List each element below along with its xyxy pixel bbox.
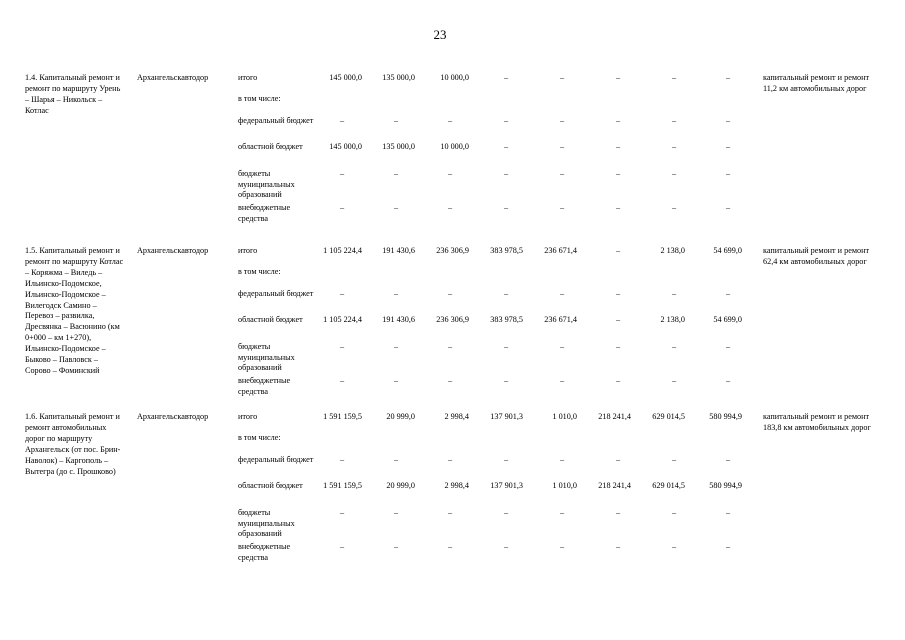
funding-value: –: [559, 116, 565, 125]
funding-value: –: [671, 142, 677, 151]
funding-value: 2 138,0: [660, 315, 685, 324]
item-executor: Архангельскавтодор: [137, 73, 209, 82]
funding-value: 580 994,9: [709, 481, 742, 490]
funding-value: –: [503, 542, 509, 551]
funding-value: 137 901,3: [490, 412, 523, 421]
funding-value: 1 010,0: [552, 412, 577, 421]
funding-value: 629 014,5: [652, 481, 685, 490]
funding-value: –: [447, 455, 453, 464]
funding-value: –: [559, 542, 565, 551]
funding-value: 145 000,0: [329, 142, 362, 151]
item-name: 1.4. Капитальный ремонт и ремонт по маршруту Урень – Шарья – Никольск – Котлас: [25, 73, 121, 115]
funding-value: –: [339, 376, 345, 385]
funding-value: –: [615, 169, 621, 178]
item-result: капитальный ремонт и ремонт 11,2 км автомобильных дорог: [763, 73, 870, 93]
funding-value: –: [615, 542, 621, 551]
funding-row: [0, 203, 905, 233]
funding-value: 236 306,9: [436, 315, 469, 324]
funding-value: –: [447, 169, 453, 178]
funding-value: 191 430,6: [382, 246, 415, 255]
funding-source-label: в том числе:: [238, 433, 281, 442]
funding-value: 236 306,9: [436, 246, 469, 255]
funding-value: –: [671, 169, 677, 178]
funding-value: 236 671,4: [544, 315, 577, 324]
funding-value: –: [447, 116, 453, 125]
funding-value: 191 430,6: [382, 315, 415, 324]
funding-value: –: [559, 342, 565, 351]
item-result: капитальный ремонт и ремонт 62,4 км автомобильных дорог: [763, 246, 870, 266]
funding-value: 1 105 224,4: [323, 246, 362, 255]
funding-value: 236 671,4: [544, 246, 577, 255]
funding-value: 580 994,9: [709, 412, 742, 421]
funding-value: –: [447, 508, 453, 517]
funding-value: –: [339, 508, 345, 517]
funding-value: –: [615, 342, 621, 351]
funding-value: –: [671, 542, 677, 551]
funding-value: –: [447, 203, 453, 212]
funding-value: –: [725, 542, 731, 551]
funding-value: –: [503, 203, 509, 212]
funding-value: –: [503, 169, 509, 178]
funding-value: 629 014,5: [652, 412, 685, 421]
funding-source-label: итого: [238, 246, 258, 255]
funding-value: 137 901,3: [490, 481, 523, 490]
funding-value: 2 998,4: [444, 481, 469, 490]
funding-source-label: федеральный бюджет: [238, 289, 314, 298]
funding-value: –: [671, 342, 677, 351]
funding-value: –: [559, 508, 565, 517]
funding-value: –: [503, 73, 509, 82]
funding-value: –: [503, 142, 509, 151]
funding-value: 1 010,0: [552, 481, 577, 490]
funding-value: –: [615, 116, 621, 125]
funding-value: –: [393, 342, 399, 351]
funding-value: 1 105 224,4: [323, 315, 362, 324]
funding-value: –: [671, 116, 677, 125]
funding-value: –: [725, 73, 731, 82]
funding-value: –: [725, 289, 731, 298]
funding-row: [0, 142, 905, 172]
funding-value: 20 999,0: [386, 481, 415, 490]
funding-value: –: [725, 116, 731, 125]
funding-source-label: в том числе:: [238, 267, 281, 276]
funding-source-label: в том числе:: [238, 94, 281, 103]
funding-value: –: [393, 289, 399, 298]
funding-value: –: [559, 169, 565, 178]
funding-value: –: [615, 376, 621, 385]
funding-source-label: областной бюджет: [238, 315, 303, 324]
funding-value: –: [339, 342, 345, 351]
funding-row: [0, 315, 905, 345]
funding-value: –: [615, 142, 621, 151]
funding-value: –: [671, 73, 677, 82]
funding-value: –: [671, 289, 677, 298]
funding-value: –: [339, 542, 345, 551]
funding-value: –: [725, 142, 731, 151]
funding-row: [0, 508, 905, 538]
funding-value: –: [725, 376, 731, 385]
funding-value: 135 000,0: [382, 142, 415, 151]
funding-value: 10 000,0: [440, 142, 469, 151]
funding-value: –: [393, 169, 399, 178]
item-executor: Архангельскавтодор: [137, 412, 209, 421]
funding-value: –: [559, 289, 565, 298]
funding-value: –: [671, 376, 677, 385]
funding-row: [0, 342, 905, 372]
funding-value: –: [615, 315, 621, 324]
funding-value: –: [503, 455, 509, 464]
funding-source-label: внебюджетные средства: [238, 203, 291, 223]
funding-value: 383 978,5: [490, 246, 523, 255]
funding-value: –: [393, 508, 399, 517]
funding-source-label: федеральный бюджет: [238, 455, 314, 464]
funding-value: 135 000,0: [382, 73, 415, 82]
funding-source-label: итого: [238, 412, 258, 421]
funding-value: –: [671, 455, 677, 464]
funding-value: 2 998,4: [444, 412, 469, 421]
funding-row: [0, 169, 905, 199]
funding-source-label: федеральный бюджет: [238, 116, 314, 125]
funding-value: –: [503, 289, 509, 298]
funding-value: –: [671, 508, 677, 517]
funding-source-label: итого: [238, 73, 258, 82]
funding-value: –: [503, 376, 509, 385]
funding-value: –: [615, 455, 621, 464]
funding-value: 1 591 159,5: [323, 481, 362, 490]
funding-value: –: [725, 169, 731, 178]
funding-source-label: областной бюджет: [238, 481, 303, 490]
funding-row: [0, 481, 905, 511]
funding-value: –: [725, 455, 731, 464]
funding-value: –: [393, 376, 399, 385]
funding-value: –: [725, 203, 731, 212]
funding-value: –: [393, 116, 399, 125]
funding-value: –: [559, 376, 565, 385]
funding-value: –: [615, 203, 621, 212]
item-name: 1.5. Капитальный ремонт и ремонт по маршруту Котлас – Коряжма – Виледь – Ильинско-Подомское, Ильинско-Подомское – Вилегодск Самино – Перевоз – развилка, Дресвянка – Васюнино (км 0+000 – км 1+270), Ильинско-Подомское – Быково – Павловск – Сорово – Фоминский: [25, 246, 124, 375]
funding-value: 218 241,4: [598, 481, 631, 490]
funding-value: –: [559, 203, 565, 212]
funding-value: –: [393, 203, 399, 212]
funding-value: –: [447, 289, 453, 298]
funding-value: –: [339, 203, 345, 212]
funding-row: [0, 376, 905, 406]
funding-value: –: [447, 542, 453, 551]
funding-value: –: [339, 169, 345, 178]
funding-value: –: [339, 116, 345, 125]
funding-value: –: [671, 203, 677, 212]
item-name: 1.6. Капитальный ремонт и ремонт автомобильных дорог по маршруту Архангельск (от пос. Брин-Наволок) – Каргополь – Вытегра (до с. Прошково): [25, 412, 121, 476]
funding-source-label: бюджеты муниципальных образований: [238, 508, 295, 538]
funding-value: 1 591 159,5: [323, 412, 362, 421]
funding-source-label: внебюджетные средства: [238, 376, 291, 396]
funding-row: [0, 542, 905, 572]
funding-value: –: [503, 342, 509, 351]
funding-value: –: [447, 342, 453, 351]
funding-value: 2 138,0: [660, 246, 685, 255]
funding-source-label: бюджеты муниципальных образований: [238, 342, 295, 372]
funding-value: –: [559, 455, 565, 464]
funding-value: 10 000,0: [440, 73, 469, 82]
funding-value: –: [725, 508, 731, 517]
funding-value: 218 241,4: [598, 412, 631, 421]
funding-value: –: [559, 73, 565, 82]
item-result: капитальный ремонт и ремонт 183,8 км автомобильных дорог: [763, 412, 871, 432]
page-number: 23: [433, 27, 447, 42]
funding-value: –: [615, 289, 621, 298]
funding-value: –: [393, 455, 399, 464]
funding-value: –: [725, 342, 731, 351]
funding-value: 54 699,0: [713, 315, 742, 324]
item-executor: Архангельскавтодор: [137, 246, 209, 255]
funding-value: –: [503, 116, 509, 125]
funding-value: 54 699,0: [713, 246, 742, 255]
funding-source-label: бюджеты муниципальных образований: [238, 169, 295, 199]
funding-value: 20 999,0: [386, 412, 415, 421]
funding-source-label: областной бюджет: [238, 142, 303, 151]
funding-value: –: [503, 508, 509, 517]
funding-value: –: [339, 455, 345, 464]
funding-value: –: [393, 542, 399, 551]
funding-value: 383 978,5: [490, 315, 523, 324]
funding-value: –: [615, 246, 621, 255]
funding-value: 145 000,0: [329, 73, 362, 82]
funding-value: –: [559, 142, 565, 151]
funding-value: –: [447, 376, 453, 385]
funding-value: –: [615, 508, 621, 517]
funding-value: –: [339, 289, 345, 298]
funding-value: –: [615, 73, 621, 82]
funding-source-label: внебюджетные средства: [238, 542, 291, 562]
